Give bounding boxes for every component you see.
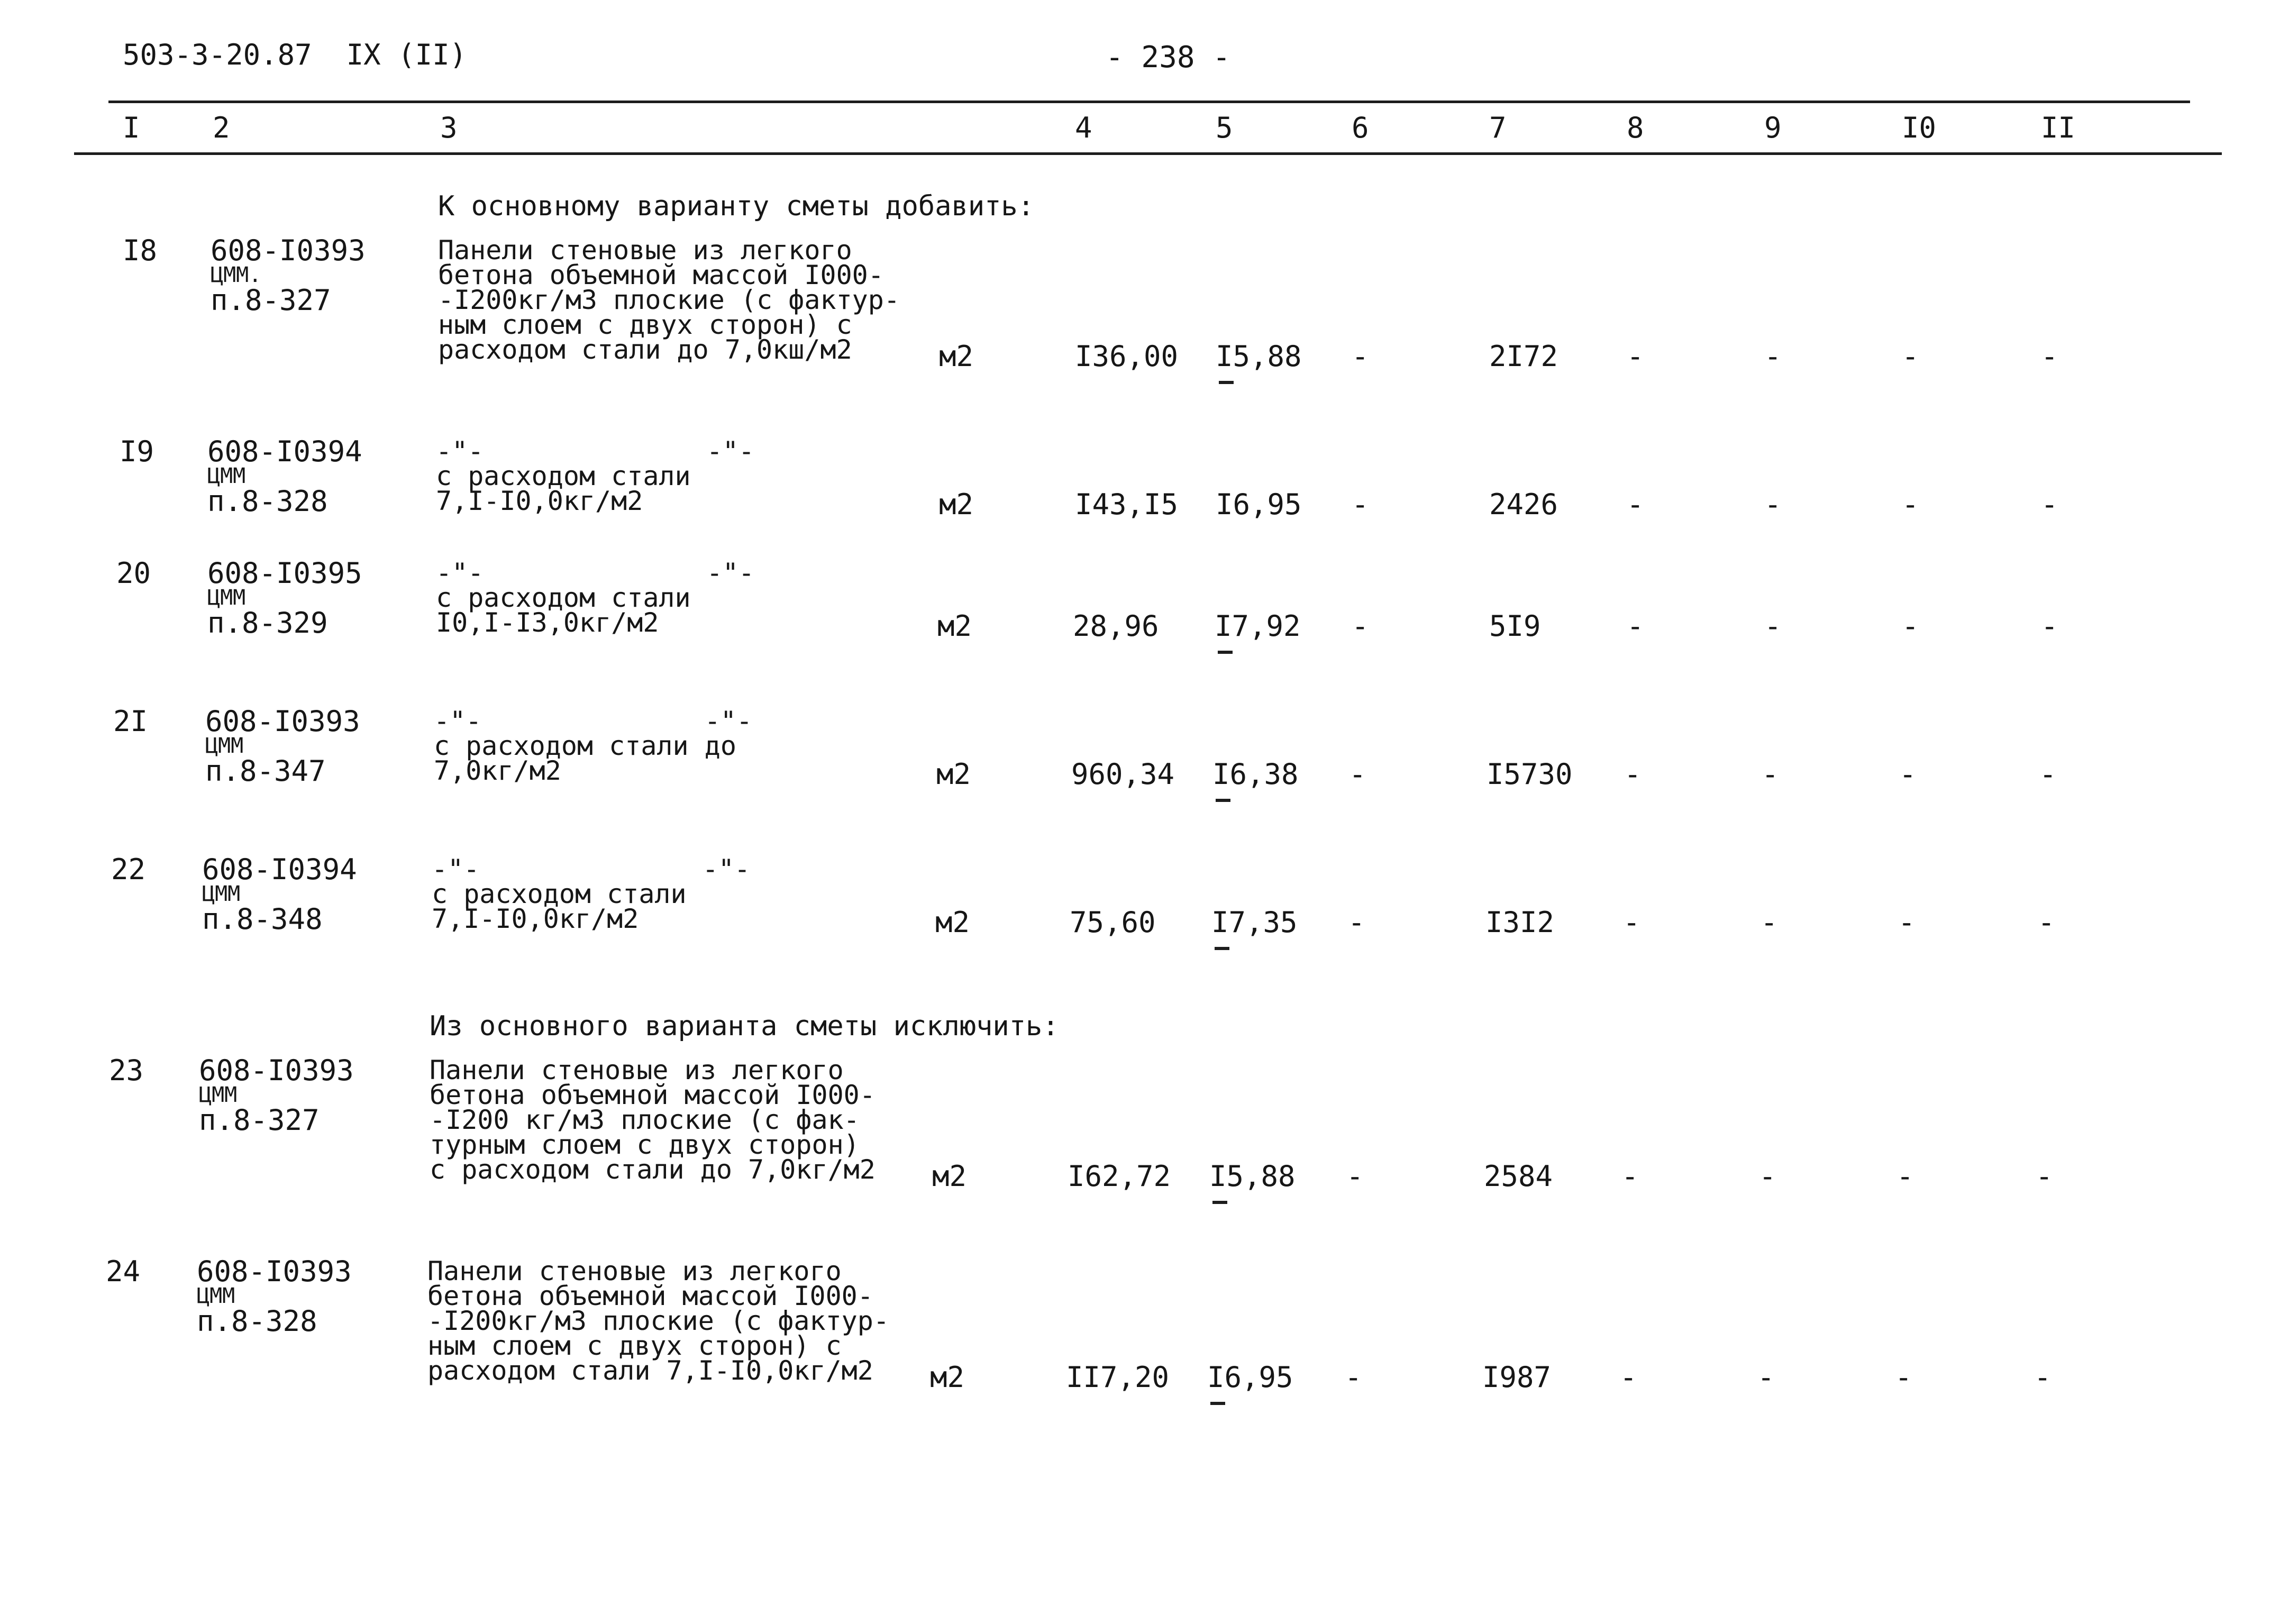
catalog-code-line: п.8-327 xyxy=(211,284,331,317)
col-header-1: I xyxy=(123,111,140,144)
description-line: -"- -"- xyxy=(432,854,751,884)
row-number: 24 xyxy=(106,1255,141,1288)
description-line: с расходом стали xyxy=(436,461,691,491)
description-line: Панели стеновые из легкого xyxy=(427,1256,842,1287)
col11-value: - xyxy=(2041,340,2058,373)
col-header-8: 8 xyxy=(1627,111,1644,144)
catalog-code-line: 608-I0393 xyxy=(205,705,360,738)
unit-price-underline-mark xyxy=(1212,1201,1227,1204)
col6-value: - xyxy=(1346,1160,1364,1193)
catalog-code-line: п.8-329 xyxy=(207,606,328,640)
unit-price: I5,88 xyxy=(1209,1160,1296,1193)
description-line: ным слоем с двух сторон) с xyxy=(438,309,852,340)
unit-price-underline-mark xyxy=(1216,799,1230,802)
col6-value: - xyxy=(1352,488,1369,521)
total-cost: 2I72 xyxy=(1489,340,1558,373)
unit: м2 xyxy=(932,1160,967,1193)
total-cost: 2584 xyxy=(1484,1160,1553,1193)
section-add-heading: К основному варианту сметы добавить: xyxy=(438,190,1035,222)
col10-value: - xyxy=(1902,488,1919,521)
description-line: 7,0кг/м2 xyxy=(434,755,561,786)
col10-value: - xyxy=(1895,1361,1912,1394)
description-line: бетона объемной массой I000- xyxy=(438,260,884,290)
catalog-code-line: ЦММ xyxy=(205,734,244,758)
col6-value: - xyxy=(1349,758,1366,791)
col11-value: - xyxy=(2041,609,2058,643)
total-cost: I5730 xyxy=(1486,758,1573,791)
row-number: 2I xyxy=(113,705,148,738)
description-line: -"- -"- xyxy=(436,436,755,467)
unit-price-underline-mark xyxy=(1210,1402,1225,1405)
col11-value: - xyxy=(2036,1160,2053,1193)
catalog-code-line: ЦММ xyxy=(207,586,246,610)
description-line: бетона объемной массой I000- xyxy=(427,1281,873,1311)
description-line: -"- -"- xyxy=(434,706,753,736)
description-line: -I200кг/м3 плоские (с фактур- xyxy=(438,285,900,315)
description-line: бетона объемной массой I000- xyxy=(430,1080,875,1110)
quantity: 28,96 xyxy=(1073,609,1159,643)
unit-price: I7,35 xyxy=(1211,906,1298,939)
col10-value: - xyxy=(1896,1160,1914,1193)
col9-value: - xyxy=(1757,1361,1775,1394)
catalog-code-line: 608-I0393 xyxy=(199,1054,354,1087)
table-top-rule xyxy=(108,101,2190,103)
catalog-code-line: ЦММ xyxy=(197,1284,235,1308)
total-cost: I3I2 xyxy=(1485,906,1555,939)
col8-value: - xyxy=(1627,340,1644,373)
catalog-code-line: 608-I0393 xyxy=(211,234,366,267)
unit-price-underline-mark xyxy=(1218,651,1233,654)
catalog-code-line: п.8-328 xyxy=(207,485,328,518)
table-header-rule xyxy=(74,152,2222,155)
col8-value: - xyxy=(1620,1361,1637,1394)
col10-value: - xyxy=(1899,758,1917,791)
col8-value: - xyxy=(1627,488,1644,521)
unit-price: I5,88 xyxy=(1216,340,1302,373)
unit-price-underline-mark xyxy=(1215,947,1229,950)
col6-value: - xyxy=(1352,609,1369,643)
description-line: расходом стали до 7,0кш/м2 xyxy=(438,334,852,365)
unit: м2 xyxy=(939,340,974,373)
description-line: ным слоем с двух сторон) с xyxy=(427,1330,842,1361)
description-line: с расходом стали xyxy=(436,582,691,613)
description-line: с расходом стали xyxy=(432,879,687,909)
col9-value: - xyxy=(1759,1160,1776,1193)
total-cost: 2426 xyxy=(1489,488,1558,521)
col6-value: - xyxy=(1348,906,1365,939)
catalog-code-line: 608-I0395 xyxy=(207,556,362,590)
row-number: I8 xyxy=(123,234,158,267)
description-line: с расходом стали до 7,0кг/м2 xyxy=(430,1154,875,1185)
col-header-2: 2 xyxy=(213,111,230,144)
col11-value: - xyxy=(2038,906,2055,939)
unit-price: I6,95 xyxy=(1216,488,1302,521)
col-header-3: 3 xyxy=(440,111,458,144)
description-line: 7,I-I0,0кг/м2 xyxy=(436,486,643,516)
col8-value: - xyxy=(1627,609,1644,643)
description-line: турным слоем с двух сторон) xyxy=(430,1129,860,1160)
row-number: I9 xyxy=(120,435,154,468)
catalog-code-line: п.8-348 xyxy=(202,902,323,936)
description-line: -"- -"- xyxy=(436,558,755,588)
unit: м2 xyxy=(937,609,972,643)
total-cost: I987 xyxy=(1482,1361,1552,1394)
total-cost: 5I9 xyxy=(1489,609,1541,643)
col8-value: - xyxy=(1623,906,1640,939)
page-number: - 238 - xyxy=(1106,40,1231,75)
col-header-6: 6 xyxy=(1352,111,1369,144)
col11-value: - xyxy=(2041,488,2058,521)
catalog-code-line: 608-I0394 xyxy=(202,853,357,886)
catalog-code-line: ЦММ xyxy=(202,882,241,906)
quantity: 960,34 xyxy=(1071,758,1175,791)
catalog-code-line: п.8-347 xyxy=(205,754,326,788)
catalog-code-line: п.8-327 xyxy=(199,1103,320,1137)
unit: м2 xyxy=(939,488,974,521)
description-line: -I200кг/м3 плоские (с фактур- xyxy=(427,1306,889,1336)
catalog-code-line: 608-I0394 xyxy=(207,435,362,468)
unit-price: I6,38 xyxy=(1212,758,1299,791)
col9-value: - xyxy=(1764,340,1782,373)
quantity: II7,20 xyxy=(1066,1361,1170,1394)
col9-value: - xyxy=(1762,758,1779,791)
unit-price: I7,92 xyxy=(1215,609,1301,643)
col8-value: - xyxy=(1621,1160,1639,1193)
catalog-code-line: ЦММ. xyxy=(211,263,262,287)
description-line: расходом стали 7,I-I0,0кг/м2 xyxy=(427,1355,873,1386)
quantity: I36,00 xyxy=(1075,340,1179,373)
row-number: 20 xyxy=(116,556,151,590)
description-line: I0,I-I3,0кг/м2 xyxy=(436,607,659,638)
unit: м2 xyxy=(935,906,970,939)
col-header-4: 4 xyxy=(1075,111,1092,144)
document-code: 503-3-20.87 IX (II) xyxy=(123,38,467,71)
section-remove-heading: Из основного варианта сметы исключить: xyxy=(430,1010,1059,1042)
description-line: Панели стеновые из легкого xyxy=(430,1055,844,1085)
col11-value: - xyxy=(2034,1361,2051,1394)
description-line: Панели стеновые из легкого xyxy=(438,235,852,266)
catalog-code-line: ЦММ xyxy=(199,1083,238,1107)
col-header-9: 9 xyxy=(1764,111,1782,144)
description-line: 7,I-I0,0кг/м2 xyxy=(432,904,639,934)
col-header-11: II xyxy=(2041,111,2076,144)
unit-price: I6,95 xyxy=(1207,1361,1293,1394)
col9-value: - xyxy=(1764,609,1782,643)
col10-value: - xyxy=(1902,609,1919,643)
col10-value: - xyxy=(1898,906,1916,939)
row-number: 23 xyxy=(109,1054,144,1087)
catalog-code-line: п.8-328 xyxy=(197,1304,317,1338)
catalog-code-line: 608-I0393 xyxy=(197,1255,352,1288)
unit: м2 xyxy=(930,1361,965,1394)
col-header-7: 7 xyxy=(1489,111,1507,144)
col9-value: - xyxy=(1761,906,1778,939)
quantity: 75,60 xyxy=(1070,906,1156,939)
col-header-5: 5 xyxy=(1216,111,1233,144)
col8-value: - xyxy=(1624,758,1641,791)
col10-value: - xyxy=(1902,340,1919,373)
quantity: I43,I5 xyxy=(1075,488,1179,521)
col-header-10: I0 xyxy=(1902,111,1937,144)
description-line: с расходом стали до xyxy=(434,731,736,761)
col11-value: - xyxy=(2039,758,2057,791)
catalog-code-line: ЦММ xyxy=(207,464,246,488)
col9-value: - xyxy=(1764,488,1782,521)
quantity: I62,72 xyxy=(1068,1160,1171,1193)
col6-value: - xyxy=(1352,340,1369,373)
description-line: -I200 кг/м3 плоские (с фак- xyxy=(430,1105,860,1135)
col6-value: - xyxy=(1345,1361,1362,1394)
row-number: 22 xyxy=(111,853,146,886)
unit: м2 xyxy=(936,758,971,791)
unit-price-underline-mark xyxy=(1219,381,1234,384)
